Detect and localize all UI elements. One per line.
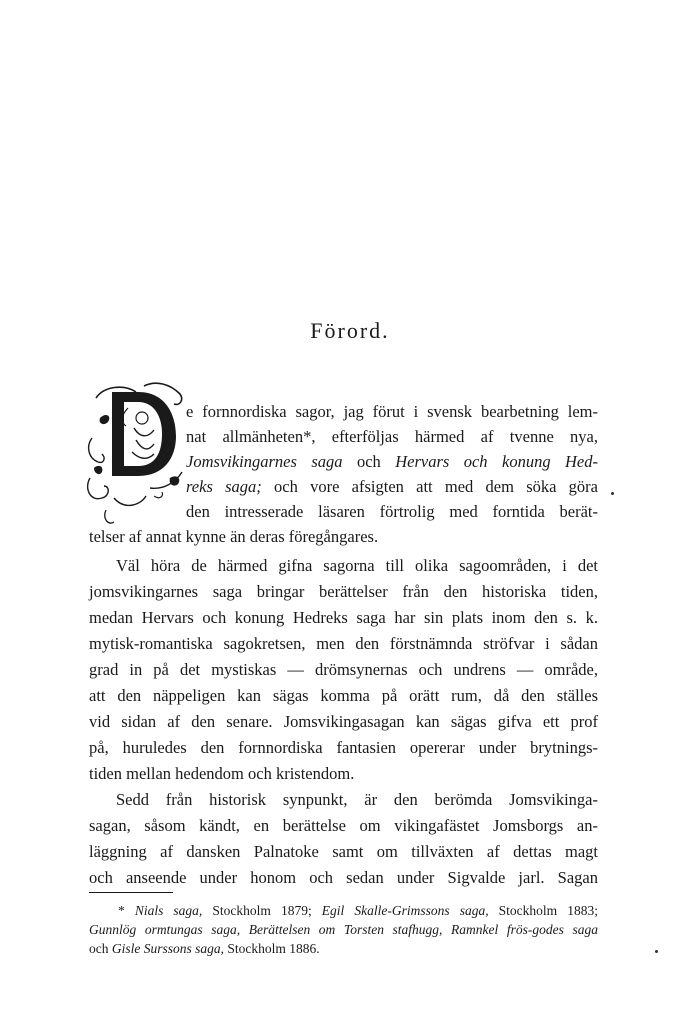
body-line: Sedd från historisk synpunkt, är den berömda Jomsvikinga- <box>116 790 598 809</box>
print-speck <box>611 492 614 495</box>
body-line: medan Hervars och konung Hedreks saga har sin plats inom den s. k. <box>89 608 598 627</box>
body-line <box>89 527 598 547</box>
text-run: Stockholm 1886. <box>224 941 320 956</box>
body-line: grad in på det mystiskas — drömsynernas och undrens — område, <box>89 660 598 679</box>
body-line: jomsvikingarnes saga bringar berättelser från den historiska tiden, <box>89 582 598 601</box>
text-run: nat allmänheten*, efterföljas härmed af tvenne nya, <box>186 427 598 446</box>
body-line: sagan, såsom kändt, en berättelse om vikingafästet Jomsborgs an- <box>89 816 598 835</box>
print-speck <box>655 950 658 953</box>
italic-title-hervars-saga: Hervars och konung Hed- <box>395 452 598 471</box>
text-run: e fornnordiska sagor, jag förut i svensk bearbetning lem- <box>186 402 598 421</box>
italic-title: Gisle Surssons saga, <box>111 941 225 956</box>
text-run: och <box>89 941 112 956</box>
page-title: Förord. <box>310 318 390 343</box>
text-run: och vore afsigten att med dem söka göra <box>261 477 598 496</box>
text-run: Gunnlög ormtungas saga, Berättelsen om Torsten stafhugg, Ramnkel frös-godes saga <box>89 922 598 937</box>
italic-title: Nials saga, <box>134 903 203 918</box>
body-line: läggning af dansken Palnatoke samt om tillväxten af dettas magt <box>89 842 598 861</box>
text-run: Stockholm 1879; <box>202 903 322 918</box>
text-run: Stockholm 1883; <box>488 903 598 918</box>
italic-title-continued: reks saga; <box>186 477 262 496</box>
italic-title: Egil Skalle-Grimssons saga, <box>321 903 489 918</box>
body-line: att den näppeligen kan sägas komma på orätt rum, då den ställes <box>89 686 598 705</box>
footnote-line <box>89 940 598 957</box>
text-run: telser af annat kynne än deras föregångares. <box>89 527 379 546</box>
body-line: Väl höra de härmed gifna sagorna till olika sagoområden, i det <box>116 556 598 575</box>
body-line: mytisk-romantiska sagokretsen, men den förstnämnda ströfvar i sådan <box>89 634 598 653</box>
italic-title-jomsvikingarnes-saga: Jomsvikingarnes saga <box>186 452 343 471</box>
body-line: tiden mellan hedendom och kristendom. <box>89 764 355 783</box>
footnote-line <box>89 921 598 938</box>
text-run: den intresserade läsaren förtrolig med forntida berät- <box>186 502 598 521</box>
body-line: på, huruledes den fornnordiska fantasien opererar under brytnings- <box>89 738 598 757</box>
footnote-divider <box>89 892 173 893</box>
body-line <box>186 502 598 522</box>
body-line <box>186 427 598 447</box>
ornamental-drop-cap <box>84 378 186 528</box>
body-line <box>186 477 598 497</box>
text-run: och <box>342 452 396 471</box>
body-line: och anseende under honom och sedan under Sigvalde jarl. Sagan <box>89 868 598 887</box>
text-run: * <box>118 903 135 918</box>
body-line: vid sidan af den senare. Jomsvikingasagan kan sägas gifva ett prof <box>89 712 598 731</box>
body-line <box>186 452 598 472</box>
body-line <box>186 402 598 422</box>
footnote-line <box>118 902 598 919</box>
